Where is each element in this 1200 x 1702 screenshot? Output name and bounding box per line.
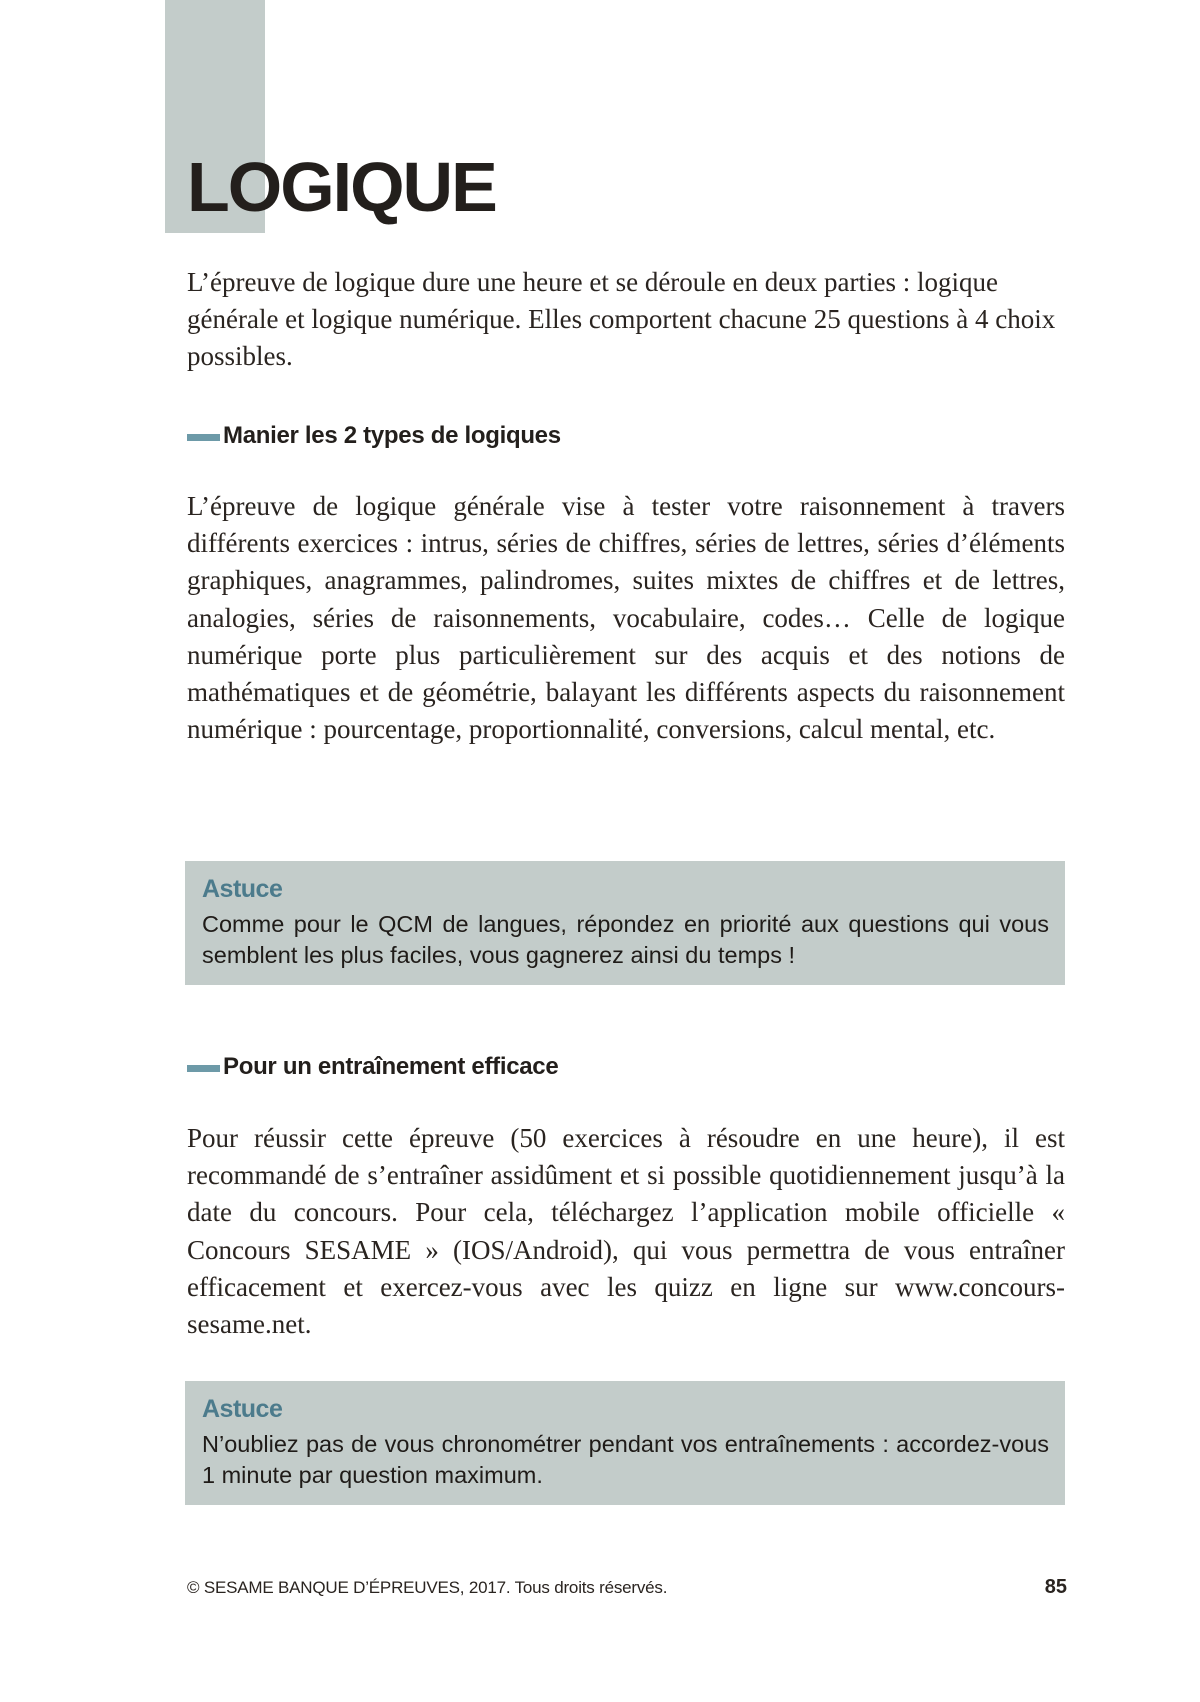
tip-text: Comme pour le QCM de langues, répondez en priorité aux questions qui vous semblent les plus faciles, vous gagnerez ainsi du temps !	[202, 911, 1049, 968]
tip-box-2	[185, 1381, 1065, 1505]
intro-paragraph: L’épreuve de logique dure une heure et se déroule en deux parties : logique générale et logique numérique. Elles comportent chacune 25 questions à 4 choix possibles.	[187, 267, 1056, 372]
heading-dash-icon	[187, 434, 220, 441]
section-heading-label: Manier les 2 types de logiques	[223, 422, 561, 449]
page-title: LOGIQUE	[187, 148, 496, 226]
tip-title: Astuce	[202, 875, 283, 903]
section-paragraph-types: L’épreuve de logique générale vise à tester votre raisonnement à travers différents exercices : intrus, séries de chiffres, séries de lettres, séries d’éléments graphiques, anagrammes, palindromes, suites mixtes de chiffres et de lettres, analogies, séries de raisonnements, vocabulaire, codes… Celle de logique numérique porte plus particulièrement sur des acquis et des notions de mathématiques et de géométrie, balayant les différents aspects du raisonnement numérique : pourcentage, proportionnalité, conversions, calcul mental, etc.	[187, 491, 1065, 745]
tip-text: N’oubliez pas de vous chronométrer pendant vos entraînements : accordez-vous 1 minute par question maximum.	[202, 1431, 1049, 1488]
heading-dash-icon	[187, 1065, 220, 1072]
tip-box-1	[185, 861, 1065, 985]
footer-copyright: © SESAME BANQUE D’ÉPREUVES, 2017. Tous droits réservés.	[187, 1578, 668, 1597]
page-number: 85	[1044, 1576, 1067, 1598]
page-footer	[187, 1576, 1067, 1599]
section-heading-label: Pour un entraînement efficace	[223, 1053, 559, 1080]
section-heading-types	[187, 421, 561, 451]
section-paragraph-training: Pour réussir cette épreuve (50 exercices à résoudre en une heure), il est recommandé de s’entraîner assidûment et si possible quotidiennement jusqu’à la date du concours. Pour cela, téléchargez l’application mobile officielle « Concours SESAME » (IOS/Android), qui vous permettra de vous entraîner efficacement et exercez-vous avec les quizz en ligne sur www.concours-sesame.net.	[187, 1123, 1065, 1340]
section-heading-training	[187, 1052, 558, 1082]
tip-title: Astuce	[202, 1395, 283, 1423]
